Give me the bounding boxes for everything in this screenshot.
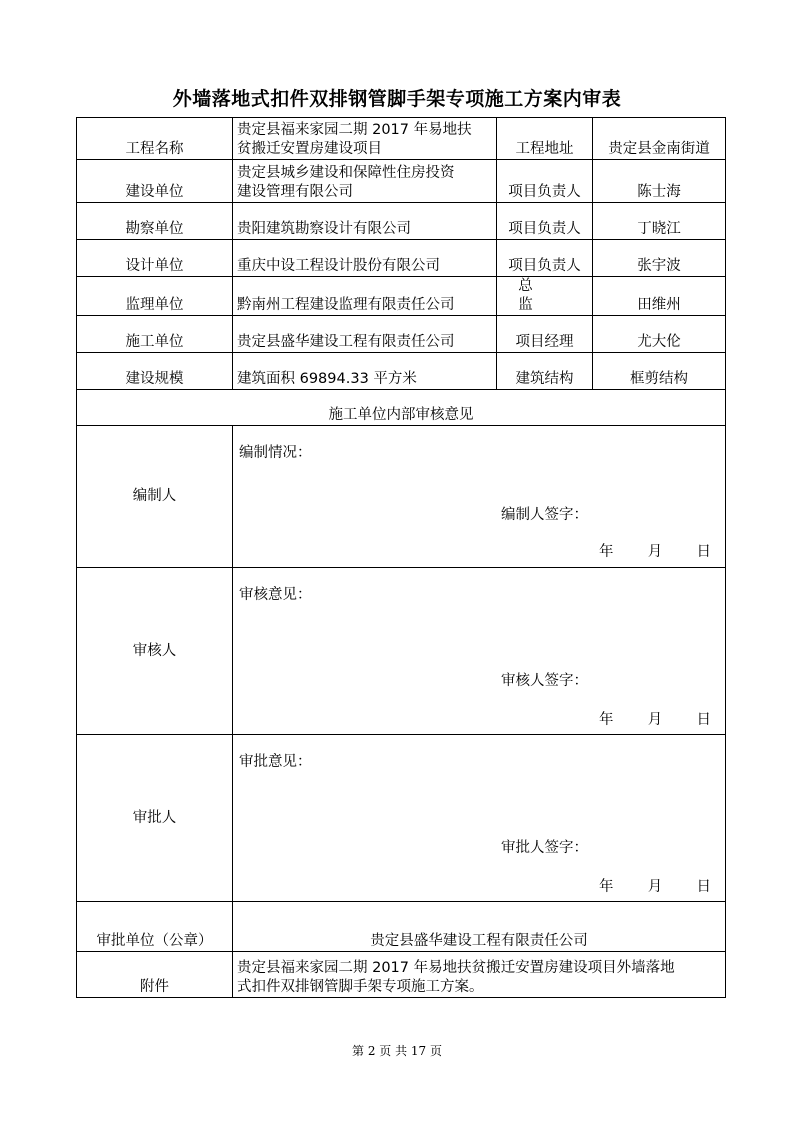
compiler-opinion-area	[233, 426, 726, 568]
supervision-unit-label: 监理单位	[77, 277, 233, 316]
compiler-signature-label: 编制人签字：	[501, 507, 588, 523]
construction-manager-value: 陈士海	[593, 160, 726, 203]
approver-date	[599, 878, 711, 897]
approver-year-label: 年	[599, 879, 614, 895]
row-construction-scale	[77, 353, 726, 390]
reviewer-signature-label: 审核人签字：	[501, 673, 588, 689]
survey-manager-label: 项目负责人	[497, 203, 593, 240]
row-approval-unit	[77, 902, 726, 952]
row-supervision-unit	[77, 277, 726, 316]
scale-label: 建设规模	[77, 353, 233, 390]
reviewer-heading: 审核意见：	[239, 587, 312, 603]
reviewer-month-label: 月	[647, 712, 663, 728]
reviewer-opinion-area	[233, 568, 726, 735]
internal-review-header: 施工单位内部审核意见	[77, 390, 726, 426]
construction-manager-label: 项目负责人	[497, 160, 593, 203]
chief-supervisor-label: 总监	[497, 277, 593, 316]
project-name-label: 工程名称	[77, 118, 233, 160]
approver-heading: 审批意见：	[239, 754, 312, 770]
design-unit-label: 设计单位	[77, 240, 233, 277]
row-compiler	[77, 426, 726, 568]
approver-signature-label: 审批人签字：	[501, 840, 588, 856]
attachment-line-2: 式扣件双排钢管脚手架专项施工方案。	[237, 979, 484, 995]
compiler-day-label: 日	[696, 544, 711, 560]
compiler-label: 编制人	[77, 426, 233, 568]
survey-manager-value: 丁晓江	[593, 203, 726, 240]
compiler-heading: 编制情况：	[239, 445, 312, 461]
structure-label: 建筑结构	[497, 353, 593, 390]
approver-opinion-area	[233, 735, 726, 902]
project-name-line-2: 贫搬迁安置房建设项目	[237, 141, 382, 157]
scale-value: 建筑面积 69894.33 平方米	[233, 353, 497, 390]
builder-unit-label: 施工单位	[77, 316, 233, 353]
row-internal-review-header	[77, 390, 726, 426]
project-manager-value: 尤大伦	[593, 316, 726, 353]
row-construction-unit	[77, 160, 726, 203]
approval-unit-label: 审批单位（公章）	[77, 902, 233, 952]
row-attachment	[77, 952, 726, 998]
design-unit-value: 重庆中设工程设计股份有限公司	[233, 240, 497, 277]
document-title: 外墙落地式扣件双排钢管脚手架专项施工方案内审表	[172, 88, 622, 110]
row-project-name	[77, 118, 726, 160]
approver-day-label: 日	[696, 879, 711, 895]
project-address-label: 工程地址	[497, 118, 593, 160]
survey-unit-label: 勘察单位	[77, 203, 233, 240]
project-name-value	[233, 118, 497, 160]
reviewer-year-label: 年	[599, 712, 614, 728]
reviewer-day-label: 日	[696, 712, 711, 728]
project-address-value: 贵定县金南街道	[593, 118, 726, 160]
approver-month-label: 月	[647, 879, 663, 895]
attachment-value	[233, 952, 726, 998]
compiler-month-label: 月	[647, 544, 663, 560]
survey-unit-value: 贵阳建筑勘察设计有限公司	[233, 203, 497, 240]
structure-value: 框剪结构	[593, 353, 726, 390]
builder-unit-value: 贵定县盛华建设工程有限责任公司	[233, 316, 497, 353]
construction-unit-label: 建设单位	[77, 160, 233, 203]
reviewer-date	[599, 711, 711, 730]
design-manager-label: 项目负责人	[497, 240, 593, 277]
construction-unit-line-1: 贵定县城乡建设和保障性住房投资	[237, 165, 455, 181]
project-name-line-1: 贵定县福来家园二期 2017 年易地扶	[237, 122, 472, 138]
chief-supervisor-value: 田维州	[593, 277, 726, 316]
construction-unit-value	[233, 160, 497, 203]
compiler-year-label: 年	[599, 544, 614, 560]
row-approver	[77, 735, 726, 902]
approval-unit-value: 贵定县盛华建设工程有限责任公司	[233, 902, 726, 952]
review-form-table	[76, 117, 726, 998]
project-manager-label: 项目经理	[497, 316, 593, 353]
supervision-unit-value: 黔南州工程建设监理有限责任公司	[233, 277, 497, 316]
attachment-label: 附件	[77, 952, 233, 998]
row-design-unit	[77, 240, 726, 277]
construction-unit-line-2: 建设管理有限公司	[237, 184, 353, 200]
compiler-date	[599, 543, 711, 562]
page-number-footer: 第 2 页 共 17 页	[352, 1044, 442, 1058]
approver-label: 审批人	[77, 735, 233, 902]
design-manager-value: 张宇波	[593, 240, 726, 277]
reviewer-label: 审核人	[77, 568, 233, 735]
row-builder-unit	[77, 316, 726, 353]
row-reviewer	[77, 568, 726, 735]
row-survey-unit	[77, 203, 726, 240]
attachment-line-1: 贵定县福来家园二期 2017 年易地扶贫搬迁安置房建设项目外墙落地	[237, 960, 675, 976]
